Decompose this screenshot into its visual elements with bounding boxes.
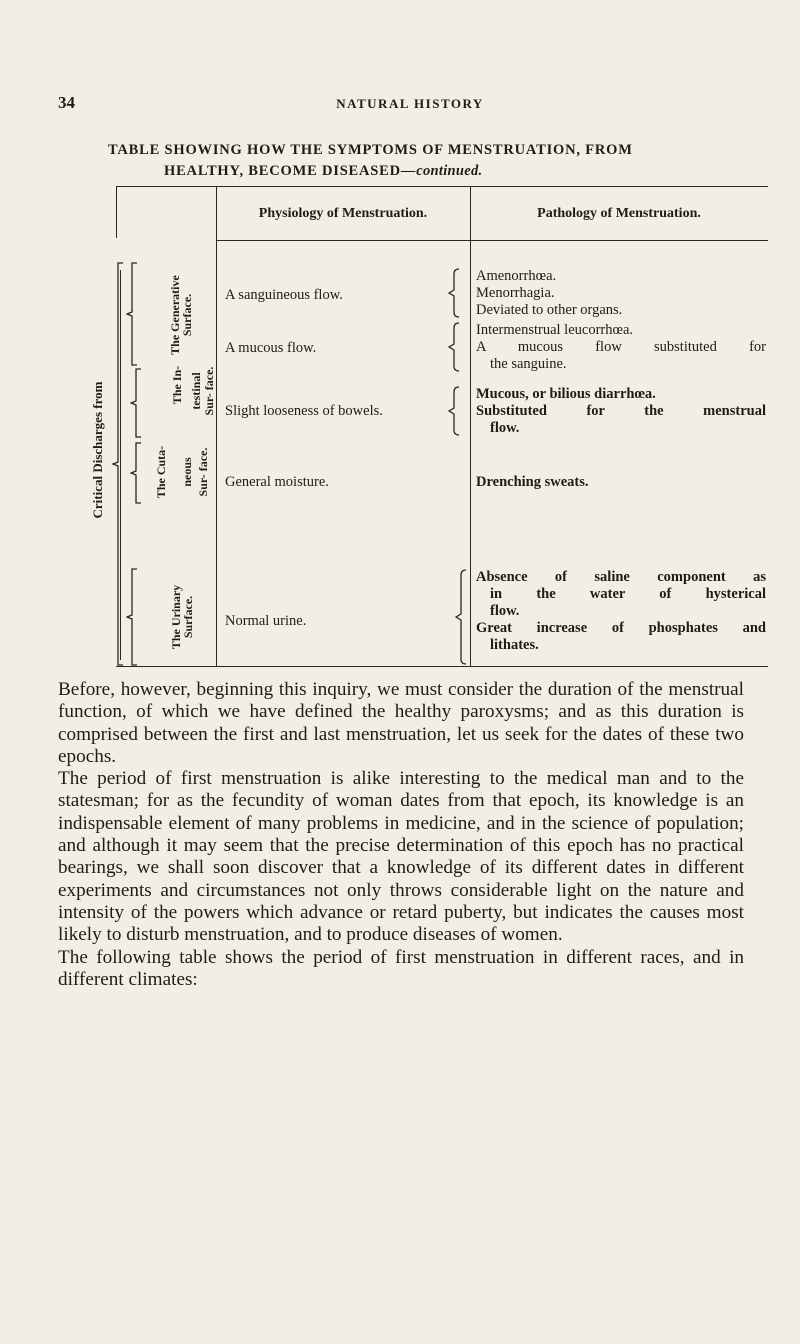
table-caption-continued: continued. [416, 163, 483, 179]
group-cutaneous-label-l4: Sur- [196, 474, 210, 497]
pathology-leucorrhoea: Intermenstrual leucorrhœa. [476, 322, 634, 338]
group-cutaneous-label-c [197, 440, 209, 504]
group-intestinal-label-l1: The [170, 384, 184, 405]
pathology-amenorrhoea: Amenorrhœa. [476, 268, 557, 284]
pathology-hysterical: in the water of hysterical [490, 586, 766, 602]
table-left-rule [116, 186, 117, 238]
group-urinary-label-line2: Surface. [181, 595, 195, 639]
group-generative-label-line2: Surface. [180, 293, 194, 337]
pathology-flow-2: flow. [490, 603, 520, 619]
group-generative-brace [126, 262, 138, 366]
physiology-mucous: A mucous flow. [225, 340, 317, 356]
pathology-flow-1: flow. [490, 420, 520, 436]
running-title: NATURAL HISTORY [336, 96, 484, 111]
group-intestinal-label [171, 350, 183, 420]
group-intestinal-label-l5: face. [202, 366, 216, 391]
pathology-mucous-substituted: A mucous flow substituted for [476, 339, 766, 355]
group-intestinal-label-l3: testinal [189, 372, 203, 410]
pathology-brace-1 [448, 268, 460, 318]
outer-inner-rule-top [120, 270, 121, 660]
table-top-rule [116, 186, 768, 187]
pathology-lithates: lithates. [490, 637, 539, 653]
group-intestinal-label-c [203, 356, 215, 426]
table-caption-line2 [164, 163, 482, 180]
group-cutaneous-brace [130, 442, 142, 504]
pathology-the-sanguine: the sanguine. [490, 356, 567, 372]
pathology-menorrhagia: Menorrhagia. [476, 285, 555, 301]
table-bottom-rule [116, 666, 768, 667]
pathology-brace-3 [448, 386, 460, 436]
pathology-phosphates: Great increase of phosphates and [476, 620, 766, 636]
table-col-divider-1 [216, 186, 217, 667]
group-cutaneous-label [155, 440, 167, 504]
pathology-absence-saline: Absence of saline component as [476, 569, 766, 585]
group-intestinal-label-b [190, 356, 202, 426]
pathology-deviated: Deviated to other organs. [476, 302, 623, 318]
paragraph-1: Before, however, beginning this inquiry, we must consider the duration of the menstrual function, of which we have defined the healthy paroxysms; and as this duration is comprised between the first and last menstruation, let us seek for the dates of these two epochs. [58, 679, 744, 767]
body-text [58, 679, 744, 991]
group-cutaneous-label-l3: neous [180, 457, 194, 487]
page-number: 34 [58, 93, 75, 112]
group-urinary-brace [126, 568, 138, 666]
pathology-brace-2 [448, 322, 460, 372]
pathology-drenching-sweats: Drenching sweats. [476, 474, 589, 490]
pathology-diarrhoea: Mucous, or bilious diarrhœa. [476, 386, 656, 402]
pathology-substituted-menstrual: Substituted for the menstrual [476, 403, 766, 419]
group-cutaneous-label-l2: Cuta- [154, 445, 168, 476]
paragraph-2: The period of first menstruation is alike interesting to the medical man and to the statesman; for as the fecundity of woman dates from that epoch, its knowledge is an indispensable element of many problems in medicine, and in the science of population; and although it may seem that the precise determination of this epoch has no practical bearings, we shall soon discover that a knowledge of its different dates in different experiments and circumstances not only throws considerable light on the nature and intensity of the powers which advance or retard puberty, but indicates the causes most likely to disturb menstruation, and to produce diseases of women. [58, 768, 744, 946]
group-cutaneous-label-l1: The [154, 478, 168, 499]
group-generative-label-line1: The Generative [168, 275, 182, 355]
table-caption-main: HEALTHY, BECOME DISEASED— [164, 163, 417, 179]
physiology-normal-urine: Normal urine. [225, 613, 307, 629]
column-header-physiology: Physiology of Menstruation. [258, 206, 428, 221]
physiology-looseness: Slight looseness of bowels. [225, 403, 383, 419]
table-header-rule [216, 240, 768, 241]
paragraph-3: The following table shows the period of first menstruation in different races, and in different climates: [58, 946, 744, 990]
column-header-pathology: Pathology of Menstruation. [537, 206, 701, 221]
group-cutaneous-label-l5: face. [196, 447, 210, 472]
group-intestinal-label-l2: In- [170, 365, 184, 382]
physiology-moisture: General moisture. [225, 474, 329, 490]
outer-group-label: Critical Discharges from [90, 381, 105, 519]
group-intestinal-brace [130, 368, 142, 438]
group-cutaneous-label-b [181, 440, 193, 504]
table-caption-line1: TABLE SHOWING HOW THE SYMPTOMS OF MENSTRUATION, FROM [108, 142, 633, 158]
group-urinary-label [170, 574, 196, 660]
outer-group-brace [112, 262, 124, 666]
table-col-divider-2 [470, 186, 471, 667]
group-intestinal-label-l4: Sur- [202, 393, 216, 416]
group-urinary-label-line1: The Urinary [169, 584, 183, 650]
pathology-brace-4 [455, 569, 467, 665]
physiology-sanguineous: A sanguineous flow. [225, 287, 343, 303]
